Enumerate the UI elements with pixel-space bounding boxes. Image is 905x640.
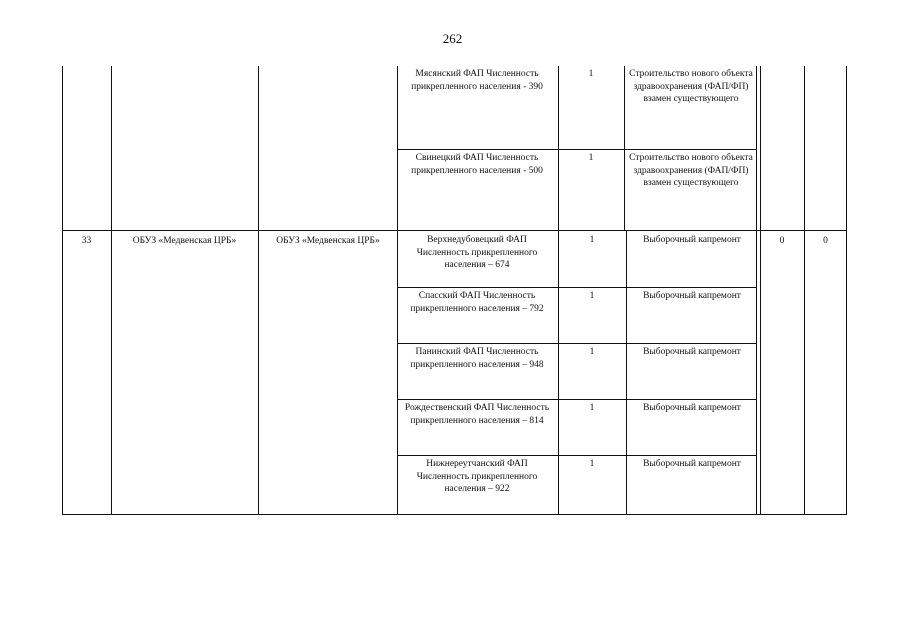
cell-divider <box>626 230 627 515</box>
cell-divider <box>624 66 625 149</box>
measure-cell: Строительство нового объекта здравоохранения (ФАП/ФП) взамен существующего <box>629 153 753 188</box>
cell-divider <box>756 149 757 231</box>
facility-cell: Спасский ФАП Численность прикрепленного населения – 792 <box>410 291 544 314</box>
col-divider <box>804 66 805 515</box>
value-2-cell: 0 <box>823 236 828 246</box>
count-cell: 1 <box>588 153 594 163</box>
col-divider <box>397 66 398 515</box>
facility-cell: Панинский ФАП Численность прикрепленного населения – 948 <box>410 347 544 370</box>
facility-cell: Рождественский ФАП Численность прикрепленного населения – 814 <box>404 403 550 426</box>
measure-cell: Выборочный капремонт <box>643 291 741 301</box>
measure-cell: Выборочный капремонт <box>643 235 741 245</box>
measure-cell: Выборочный капремонт <box>643 403 741 413</box>
cell-divider <box>756 230 757 515</box>
col-divider <box>760 66 761 515</box>
table-border-right <box>846 66 847 515</box>
cell-divider <box>397 399 757 400</box>
measure-cell: Выборочный капремонт <box>643 347 741 357</box>
cell-divider <box>558 230 559 515</box>
col-divider <box>111 66 112 515</box>
measure-cell: Строительство нового объекта здравоохранения (ФАП/ФП) взамен существующего <box>629 69 753 104</box>
cell-divider <box>756 66 757 149</box>
page-number: 262 <box>442 31 463 46</box>
cell-divider <box>397 287 757 288</box>
cell-divider <box>558 149 559 231</box>
organization-cell: ОБУЗ «Медвенская ЦРБ» <box>132 236 237 246</box>
cell-divider <box>397 343 757 344</box>
table-border-bottom <box>62 514 847 515</box>
table-border-left <box>62 66 63 515</box>
cell-divider <box>558 66 559 149</box>
count-cell: 1 <box>589 403 595 413</box>
entry-number: 33 <box>81 236 92 246</box>
cell-divider <box>397 455 757 456</box>
facility-cell: Мясянский ФАП Численность прикрепленного населения - 390 <box>411 69 543 92</box>
count-cell: 1 <box>589 459 595 469</box>
value-1-cell: 0 <box>779 236 785 246</box>
cell-divider <box>397 149 757 150</box>
count-cell: 1 <box>589 347 595 357</box>
count-cell: 1 <box>588 69 594 79</box>
measure-cell: Выборочный капремонт <box>643 459 741 469</box>
cell-divider <box>624 149 625 231</box>
institution-cell: ОБУЗ «Медвенская ЦРБ» <box>276 236 380 246</box>
facility-cell: Верхнедубовецкий ФАП Численность прикрепленного населения – 674 <box>416 235 538 270</box>
col-divider <box>258 66 259 515</box>
row-separator <box>62 230 847 231</box>
facility-cell: Свинецкий ФАП Численность прикрепленного населения - 500 <box>411 153 543 176</box>
count-cell: 1 <box>589 235 595 245</box>
facility-cell: Нижнереутчанский ФАП Численность прикрепленного населения – 922 <box>416 459 538 494</box>
count-cell: 1 <box>589 291 595 301</box>
